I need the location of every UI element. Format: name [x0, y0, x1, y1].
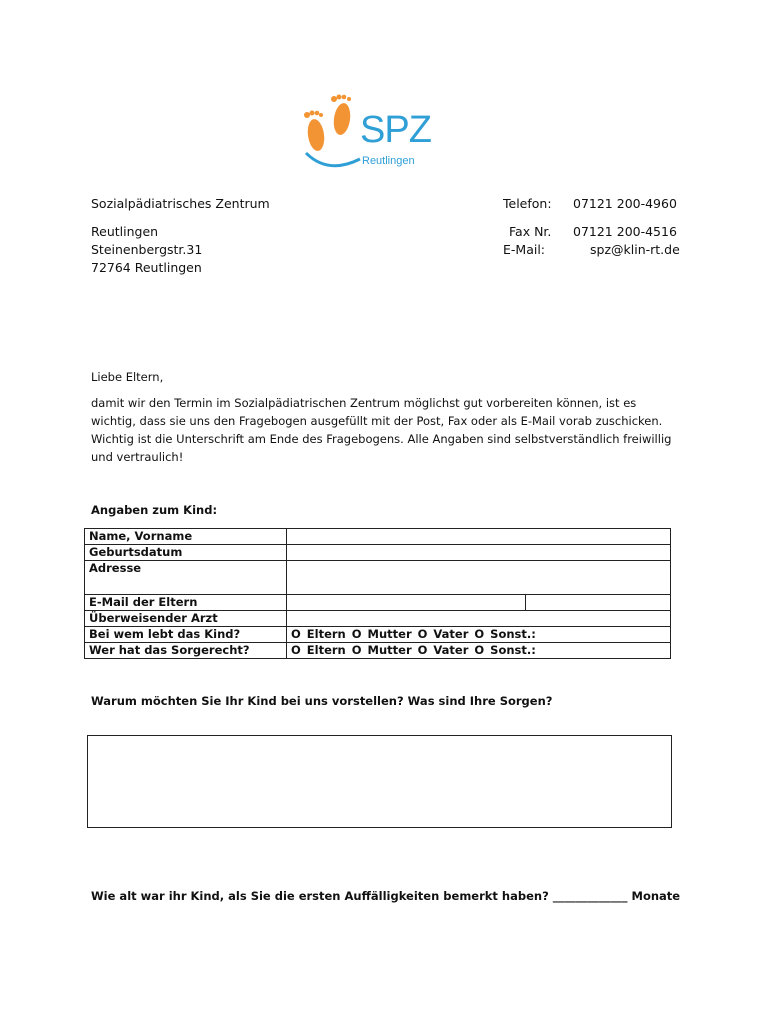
greeting: Liebe Eltern, — [91, 370, 164, 384]
address-label: Adresse — [85, 561, 287, 595]
logo-city: Reutlingen — [362, 155, 415, 167]
parent-email-label: E-Mail der Eltern — [85, 595, 287, 611]
reason-question: Warum möchten Sie Ihr Kind bei uns vorstellen? Was sind Ihre Sorgen? — [91, 694, 553, 708]
birthdate-label: Geburtsdatum — [85, 545, 287, 561]
phone-value: 07121 200-4960 — [573, 196, 677, 211]
lives-with-options[interactable]: O Eltern O Mutter O Vater O Sonst.: — [287, 627, 671, 643]
logo-brand: SPZ — [360, 109, 431, 151]
intro-line: damit wir den Termin im Sozialpädiatrischen Zentrum möglichst gut vorbereiten können, ist es — [91, 396, 637, 410]
intro-line: Wichtig ist die Unterschrift am Ende des Fragebogens. Alle Angaben sind selbstverständlich freiwillig — [91, 432, 672, 446]
referring-doctor-label: Überweisender Arzt — [85, 611, 287, 627]
parent-email-field[interactable] — [287, 595, 526, 611]
custody-options[interactable]: O Eltern O Mutter O Vater O Sonst.: — [287, 643, 671, 659]
org-name: Sozialpädiatrisches Zentrum — [91, 196, 270, 211]
address-line3: 72764 Reutlingen — [91, 260, 202, 275]
kid-info-table — [84, 528, 671, 659]
name-label: Name, Vorname — [85, 529, 287, 545]
intro-line: wichtig, dass sie uns den Fragebogen ausgefüllt mit der Post, Fax oder als E-Mail vorab zuschicken. — [91, 414, 663, 428]
birthdate-field[interactable] — [287, 545, 671, 561]
reason-answer-box[interactable] — [87, 735, 672, 828]
intro-line: und vertraulich! — [91, 450, 184, 464]
custody-label: Wer hat das Sorgerecht? — [85, 643, 287, 659]
email-value: spz@klin-rt.de — [590, 242, 680, 257]
spz-logo — [298, 93, 443, 173]
phone-label: Telefon: — [503, 196, 552, 211]
address-field[interactable] — [287, 561, 671, 595]
email-label: E-Mail: — [503, 242, 546, 257]
feet-icon — [298, 93, 362, 173]
address-line2: Steinenbergstr.31 — [91, 242, 203, 257]
fax-label: Fax Nr. — [509, 224, 552, 239]
referring-doctor-field[interactable] — [287, 611, 671, 627]
parent-email-extra-field[interactable] — [526, 595, 671, 611]
name-field[interactable] — [287, 529, 671, 545]
lives-with-label: Bei wem lebt das Kind? — [85, 627, 287, 643]
address-line1: Reutlingen — [91, 224, 159, 239]
address-block — [91, 223, 202, 277]
age-question: Wie alt war ihr Kind, als Sie die ersten Auffälligkeiten bemerkt haben? _____________ Monate — [91, 889, 681, 903]
intro-paragraph — [91, 394, 691, 466]
fax-value: 07121 200-4516 — [573, 224, 677, 239]
kid-section-heading: Angaben zum Kind: — [91, 503, 218, 517]
